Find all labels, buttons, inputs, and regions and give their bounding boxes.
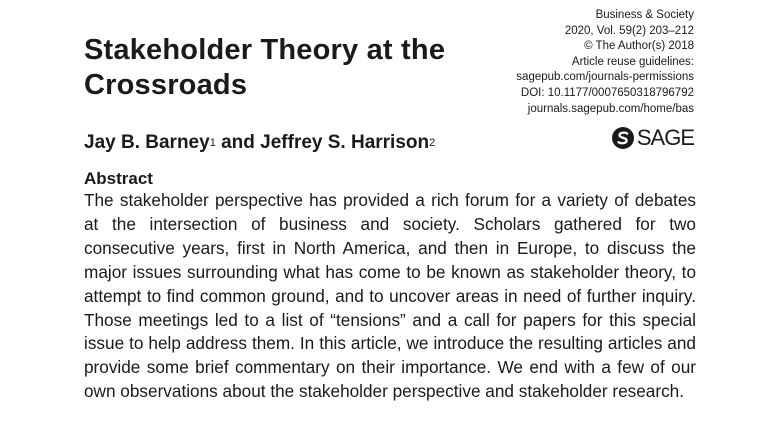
author-affiliation-marker: 1 — [209, 137, 216, 149]
publisher-logo — [611, 126, 694, 150]
author-list — [84, 132, 435, 154]
journal-name: Business & Society — [595, 9, 694, 21]
sage-logo-icon — [611, 126, 635, 150]
copyright-notice: © The Author(s) 2018 — [584, 40, 694, 53]
abstract-heading: Abstract — [84, 169, 153, 188]
journal-metadata — [516, 8, 694, 117]
author-affiliation-marker: 2 — [429, 137, 436, 149]
author-name: Jeffrey S. Harrison — [260, 132, 430, 153]
publisher-name: SAGE — [636, 125, 694, 150]
doi-link[interactable]: DOI: 10.1177/0007650318796792 — [520, 86, 694, 99]
author-connector: and — [221, 132, 255, 153]
citation-info: 2020, Vol. 59(2) 203–212 — [564, 24, 694, 37]
journal-homepage-link[interactable]: journals.sagepub.com/home/bas — [527, 102, 694, 115]
paper-title: Stakeholder Theory at the Crossroads — [84, 34, 446, 101]
author-name: Jay B. Barney — [84, 132, 210, 153]
reuse-guidelines-link[interactable]: sagepub.com/journals-permissions — [516, 71, 694, 84]
reuse-guidelines-label: Article reuse guidelines: — [571, 55, 694, 68]
abstract-text: The stakeholder perspective has provided a rich forum for a variety of debates at the intersection of business and society. Scholars gathered for two consecutive years, first in North America, and then in Europe, to discuss the major issues surrounding what has come to be known as stakeholder theory, to attempt to find common ground, and to uncover areas in need of further inquiry. Those meetings led to a list of “tensions” and a call for papers for this special issue to help address them. In this article, we introduce the resulting articles and provide some brief commentary on their importance. We end with a few of our own observations about the stakeholder perspective and stakeholder research. — [84, 190, 696, 402]
